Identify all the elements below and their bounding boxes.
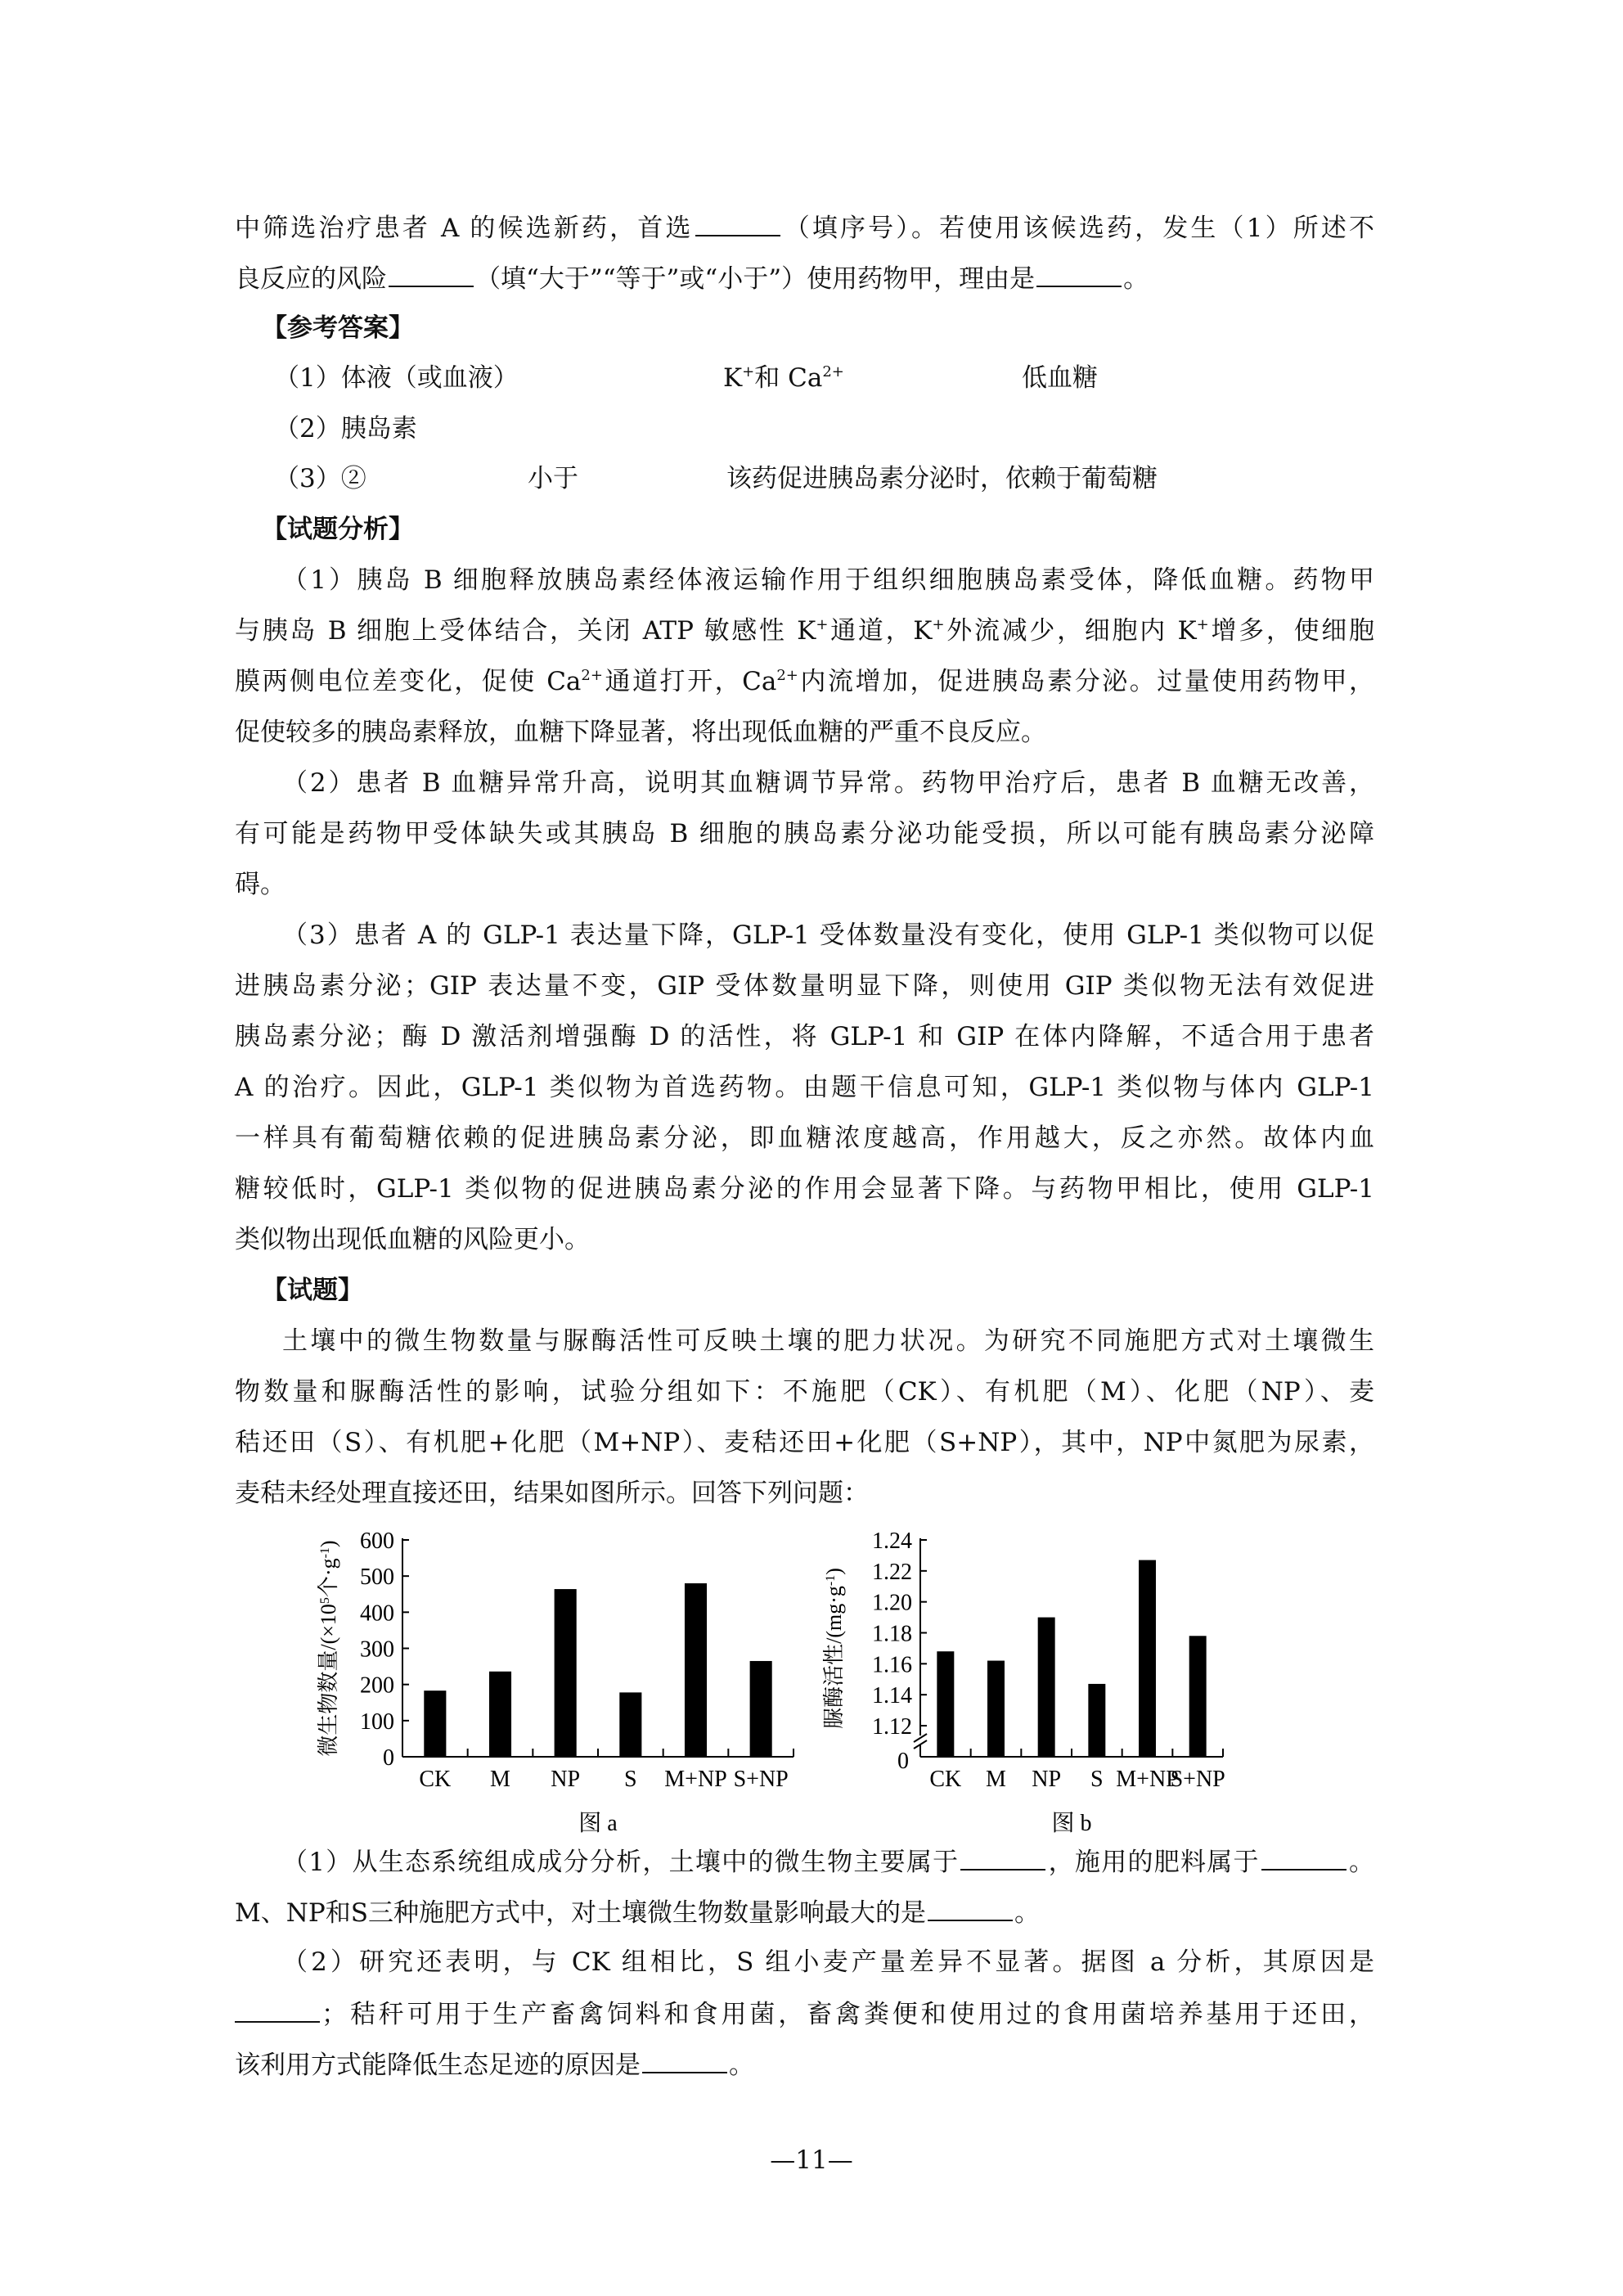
y-tick-label: 1.16	[872, 1652, 912, 1678]
text: 增多，使细胞	[1208, 616, 1374, 646]
y-tick-label: 200	[360, 1672, 394, 1699]
chart-a-microbe-count	[319, 1522, 794, 1849]
superscript: +	[932, 616, 945, 633]
page-number: —11—	[770, 2145, 853, 2175]
sub-question-1-line-2	[235, 1895, 1374, 1928]
analysis-p1-line	[235, 615, 1374, 647]
text: 中筛选治疗患者 A 的候选新药，首选	[235, 214, 694, 243]
x-tick-label: CK	[419, 1767, 452, 1792]
x-tick-label: M	[490, 1767, 510, 1792]
y-tick-label: 300	[360, 1636, 394, 1663]
answer-blank[interactable]	[1261, 1844, 1347, 1871]
superscript: +	[816, 616, 829, 633]
analysis-p2-line: 有可能是药物甲受体缺失或其胰岛 B 细胞的胰岛素分泌功能受损，所以可能有胰岛素分泌障	[235, 819, 1374, 849]
y-axis-label-superscript: -1	[823, 1574, 838, 1587]
y-tick-label: 1.20	[872, 1590, 912, 1616]
sub-question-2-line-1: （2）研究还表明，与 CK 组相比，S 组小麦产量差异不显著。据图 a 分析，其原因是	[282, 1947, 1374, 1977]
analysis-p1-line: 促使较多的胰岛素释放，血糖下降显著，将出现低血糖的严重不良反应。	[235, 718, 1046, 747]
y-axis-label-text: )	[822, 1568, 846, 1575]
x-tick-label: M+NP	[1116, 1767, 1179, 1792]
analysis-p3-line: （3）患者 A 的 GLP-1 表达量下降，GLP-1 受体数量没有变化，使用 GLP-1 类似物可以促	[282, 921, 1374, 950]
chart-b-urease-activity	[818, 1522, 1309, 1849]
answer-blank[interactable]	[642, 2047, 727, 2073]
answer-blank[interactable]	[1036, 261, 1122, 287]
answer-3-reason: 该药促进胰岛素分泌时，依赖于葡萄糖	[726, 464, 1158, 493]
text: （填“大于”“等于”或“小于”）使用药物甲，理由是	[475, 264, 1036, 294]
text: 和 Ca	[754, 363, 823, 393]
x-tick-label: CK	[929, 1767, 962, 1792]
superscript: +	[742, 363, 755, 380]
y-tick-label: 1.24	[872, 1528, 912, 1554]
y-axis-label-text: )	[317, 1540, 340, 1548]
text: 外流减少，细胞内 K	[944, 616, 1197, 646]
analysis-p3-line: 一样具有葡萄糖依赖的促进胰岛素分泌，即血糖浓度越高，作用越大，反之亦然。故体内血	[235, 1123, 1374, 1153]
superscript: 2+	[581, 667, 603, 684]
analysis-p2-line: （2）患者 B 血糖异常升高，说明其血糖调节异常。药物甲治疗后，患者 B 血糖无改善，	[282, 768, 1374, 798]
bar-m	[489, 1672, 511, 1757]
answer-3-label: （3）②	[274, 464, 366, 493]
question-stem-line: 秸还田（S）、有机肥+化肥（M+NP）、麦秸还田+化肥（S+NP），其中，NP中氮肥为尿素，	[235, 1428, 1374, 1457]
question-stem-line: 物数量和脲酶活性的影响，试验分组如下：不施肥（CK）、有机肥（M）、化肥（NP）、麦	[235, 1377, 1374, 1407]
y-tick-label: 0	[383, 1745, 394, 1771]
y-tick-label: 100	[360, 1708, 394, 1735]
y-tick-label: 1.14	[872, 1683, 912, 1709]
y-tick-label: 600	[360, 1528, 394, 1554]
analysis-p1-line	[235, 665, 1374, 698]
y-axis-label-text: 脲酶活性/(mg·g	[822, 1586, 846, 1729]
analysis-p1-line: （1）胰岛 B 细胞释放胰岛素经体液运输作用于组织细胞胰岛素受体，降低血糖。药物甲	[282, 565, 1374, 595]
bar-s	[1088, 1684, 1105, 1757]
y-tick-label: 1.18	[872, 1621, 912, 1647]
bar-s-plus-np	[1189, 1636, 1207, 1757]
analysis-heading: 【试题分析】	[262, 515, 414, 544]
bar-ck	[424, 1690, 446, 1757]
text: K	[723, 363, 743, 393]
x-tick-label: S	[624, 1767, 637, 1792]
x-tick-label: M	[986, 1767, 1006, 1792]
sub-question-1-line-1	[282, 1844, 1374, 1877]
bar-np	[1038, 1618, 1055, 1757]
answer-blank[interactable]	[235, 1997, 320, 2023]
y-axis-label	[822, 1568, 846, 1729]
text: （填序号）。若使用该候选药，发生（1）所述不	[781, 214, 1374, 243]
chart-title: 图 a	[578, 1811, 618, 1836]
answer-1-result: 低血糖	[1022, 363, 1098, 393]
y-axis-label-text: 个·g	[317, 1558, 340, 1598]
text: M、NP和S三种施肥方式中，对土壤微生物数量影响最大的是	[235, 1898, 926, 1928]
question-stem-line: 土壤中的微生物数量与脲酶活性可反映土壤的肥力状况。为研究不同施肥方式对土壤微生	[282, 1326, 1374, 1356]
question-continuation-line-1	[235, 210, 1374, 243]
text: （1）从生态系统组成成分分析，土壤中的微生物主要属于	[282, 1848, 960, 1877]
bar-s	[619, 1692, 641, 1757]
answer-blank[interactable]	[928, 1895, 1013, 1921]
y-tick-label: 0	[897, 1749, 909, 1774]
answer-blank[interactable]	[389, 261, 474, 287]
answer-2-label: （2）胰岛素	[274, 414, 417, 443]
answer-blank[interactable]	[695, 210, 780, 236]
text: 该利用方式能降低生态足迹的原因是	[235, 2051, 641, 2080]
superscript: 2+	[822, 363, 844, 380]
analysis-p3-line: 糖较低时，GLP-1 类似物的促进胰岛素分泌的作用会显著下降。与药物甲相比，使用 GLP-1	[235, 1174, 1374, 1204]
x-tick-label: S+NP	[733, 1767, 789, 1792]
chart-title: 图 b	[1051, 1811, 1092, 1836]
x-tick-label: M+NP	[664, 1767, 727, 1792]
text: 内流增加，促进胰岛素分泌。过量使用药物甲，	[798, 667, 1375, 696]
analysis-p3-line: 胰岛素分泌；酶 D 激活剂增强酶 D 的活性，将 GLP-1 和 GIP 在体内降解，不适合用于患者	[235, 1022, 1374, 1051]
question-stem-line: 麦秸未经处理直接还田，结果如图所示。回答下列问题：	[235, 1479, 869, 1508]
y-axis-label-text: 微生物数量/(×10	[317, 1604, 340, 1757]
text: 通道，K	[828, 616, 933, 646]
text: 。	[1123, 264, 1149, 294]
text: ，施用的肥料属于	[1047, 1848, 1260, 1877]
superscript: 2+	[776, 667, 798, 684]
bar-np	[555, 1589, 577, 1757]
y-tick-label: 1.12	[872, 1714, 912, 1740]
x-tick-label: NP	[1032, 1767, 1062, 1792]
answer-heading: 【参考答案】	[262, 313, 414, 343]
text: 与胰岛 B 细胞上受体结合，关闭 ATP 敏感性 K	[235, 616, 816, 646]
x-tick-label: NP	[551, 1767, 581, 1792]
bar-ck	[937, 1651, 954, 1757]
answer-blank[interactable]	[960, 1844, 1045, 1871]
analysis-p3-line: 进胰岛素分泌；GIP 表达量不变，GIP 受体数量明显下降，则使用 GIP 类似物无法有效促进	[235, 971, 1374, 1001]
y-tick-label: 500	[360, 1564, 394, 1591]
text: 通道打开，Ca	[602, 667, 777, 696]
y-axis-label-superscript: 5	[317, 1597, 332, 1605]
text: 。	[729, 2051, 754, 2080]
text: ；秸秆可用于生产畜禽饲料和食用菌，畜禽粪便和使用过的食用菌培养基用于还田，	[321, 2000, 1374, 2029]
text: 。	[1014, 1898, 1040, 1928]
y-axis-label	[317, 1540, 340, 1756]
superscript: +	[1196, 616, 1209, 633]
sub-question-2-line-3	[235, 2047, 1374, 2080]
text: 。	[1347, 1848, 1375, 1877]
y-tick-label: 1.22	[872, 1559, 912, 1585]
question-heading: 【试题】	[262, 1276, 363, 1305]
question-continuation-line-2	[235, 261, 1374, 294]
text: 膜两侧电位差变化，促使 Ca	[235, 667, 582, 696]
y-axis-label-superscript: -1	[317, 1547, 332, 1559]
bar-m-plus-np	[1139, 1560, 1156, 1757]
answer-1-label: （1）体液（或血液）	[274, 363, 519, 393]
bar-s-plus-np	[750, 1661, 772, 1757]
answer-3-comparison: 小于	[528, 464, 578, 493]
answer-1-ions	[723, 362, 844, 394]
sub-question-2-line-2	[235, 1997, 1374, 2029]
x-tick-label: S+NP	[1170, 1767, 1225, 1792]
y-tick-label: 400	[360, 1600, 394, 1627]
analysis-p3-line: A 的治疗。因此，GLP-1 类似物为首选药物。由题干信息可知，GLP-1 类似物与体内 GLP-1	[235, 1073, 1374, 1102]
analysis-p3-line: 类似物出现低血糖的风险更小。	[235, 1225, 590, 1254]
x-tick-label: S	[1090, 1767, 1104, 1792]
bar-m-plus-np	[685, 1583, 707, 1757]
bar-m	[987, 1661, 1005, 1757]
analysis-p2-line: 碍。	[235, 870, 285, 899]
text: 良反应的风险	[235, 264, 387, 294]
